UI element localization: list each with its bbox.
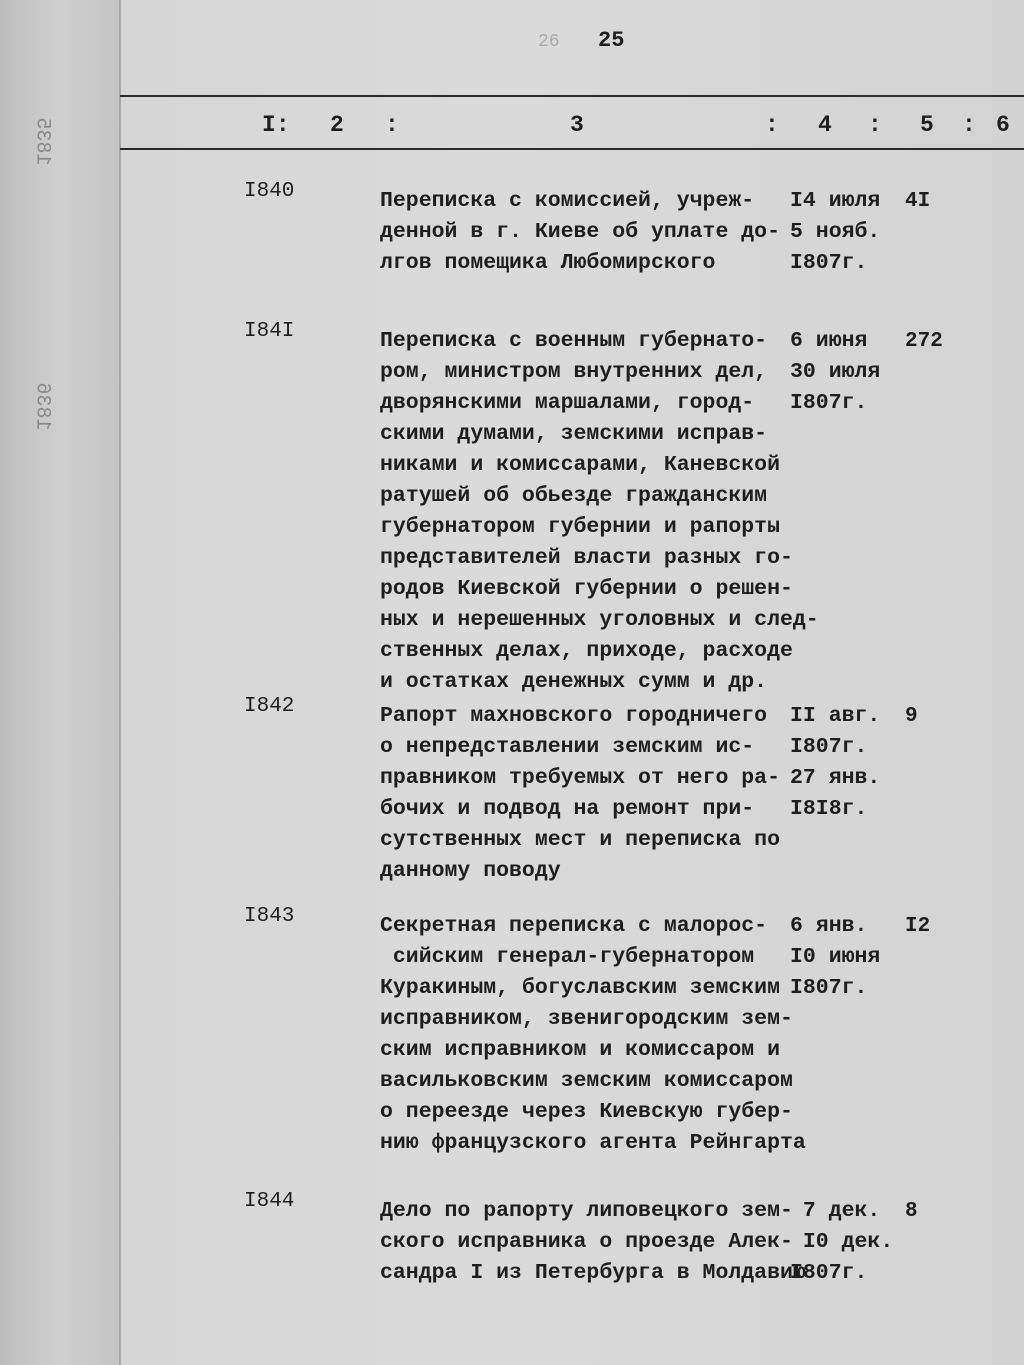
date-line: I0 июня <box>790 945 881 969</box>
date-line: I4 июля <box>790 189 881 213</box>
column-separator: : <box>962 112 976 138</box>
header-bottom-rule <box>120 148 1024 150</box>
record-number: I844 <box>244 1190 295 1213</box>
record-number: I840 <box>244 180 295 203</box>
date-line: I807г. <box>790 391 868 415</box>
record-description <box>380 326 819 698</box>
ghost-page-number: 26 <box>538 32 560 52</box>
description-line: Переписка с комиссией, учреж- <box>380 189 755 213</box>
header-top-rule <box>120 95 1024 97</box>
description-line: ных и нерешенных уголовных и след- <box>380 608 819 632</box>
description-line: ратушей об обьезде гражданским <box>380 484 768 508</box>
date-line: 7 дек. <box>790 1199 881 1223</box>
description-line: о переезде через Киевскую губер- <box>380 1100 793 1124</box>
description-line: лгов помещика Любомирского <box>380 251 716 275</box>
description-line: скими думами, земскими исправ- <box>380 422 768 446</box>
description-line: ским исправником и комиссаром и <box>380 1038 780 1062</box>
record-description <box>380 1196 806 1289</box>
record-dates <box>790 1196 893 1289</box>
column-header-1: I: <box>262 112 290 138</box>
description-line: васильковским земским комиссаром <box>380 1069 793 1093</box>
date-line: I807г. <box>790 1261 868 1285</box>
record-number: I843 <box>244 905 295 928</box>
description-line: дворянскими маршалами, город- <box>380 391 755 415</box>
description-line: ского исправника о проезде Алек- <box>380 1230 793 1254</box>
description-line: Куракиным, богуславским земским <box>380 976 780 1000</box>
description-line: о непредставлении земским ис- <box>380 735 755 759</box>
description-line: губернатором губернии и рапорты <box>380 515 780 539</box>
page-fold-edge <box>119 0 121 1365</box>
description-line: Дело по рапорту липовецкого зем- <box>380 1199 793 1223</box>
column-header-3: 3 <box>570 112 584 138</box>
description-line: правником требуемых от него ра- <box>380 766 780 790</box>
description-line: и остатках денежных сумм и др. <box>380 670 768 694</box>
record-dates <box>790 701 880 825</box>
date-line: 30 июля <box>790 360 881 384</box>
description-line: сийским генерал-губернатором <box>380 945 755 969</box>
description-line: бочих и подвод на ремонт при- <box>380 797 755 821</box>
description-line: Переписка с военным губернато- <box>380 329 768 353</box>
description-line: исправником, звенигородским зем- <box>380 1007 793 1031</box>
column-separator: : <box>385 112 399 138</box>
sheet-count: I2 <box>905 915 931 938</box>
date-line: 5 нояб. <box>790 220 881 244</box>
date-line: II авг. <box>790 704 881 728</box>
description-line: денной в г. Киеве об уплате до- <box>380 220 780 244</box>
date-line: I0 дек. <box>790 1230 894 1254</box>
description-line: Секретная переписка с малорос- <box>380 914 768 938</box>
column-separator: : <box>868 112 882 138</box>
sheet-count: 8 <box>905 1200 918 1223</box>
date-line: I807г. <box>790 251 868 275</box>
date-line: 6 июня <box>790 329 868 353</box>
record-description <box>380 701 780 887</box>
sheet-count: 4I <box>905 190 931 213</box>
description-line: Рапорт махновского городничего <box>380 704 768 728</box>
sheet-count: 9 <box>905 705 918 728</box>
record-dates <box>790 911 880 1004</box>
column-header-4: 4 <box>818 112 832 138</box>
description-line: родов Киевской губернии о решен- <box>380 577 793 601</box>
column-header-2: 2 <box>330 112 344 138</box>
date-line: 6 янв. <box>790 914 868 938</box>
date-line: I807г. <box>790 976 868 1000</box>
date-line: I8I8г. <box>790 797 868 821</box>
record-number: I84I <box>244 320 295 343</box>
record-dates <box>790 186 880 279</box>
left-page-number: 1836 <box>30 382 54 431</box>
record-dates <box>790 326 880 419</box>
column-separator: : <box>765 112 779 138</box>
description-line: никами и комиссарами, Каневской <box>380 453 780 477</box>
description-line: нию французского агента Рейнгарта <box>380 1131 806 1155</box>
column-header-6: 6 <box>996 112 1010 138</box>
page-number: 25 <box>598 28 625 53</box>
description-line: сандра I из Петербурга в Молдавию <box>380 1261 806 1285</box>
description-line: ром, министром внутренних дел, <box>380 360 768 384</box>
record-description <box>380 911 806 1159</box>
description-line: представителей власти разных го- <box>380 546 793 570</box>
description-line: ственных делах, приходе, расходе <box>380 639 793 663</box>
column-header-5: 5 <box>920 112 934 138</box>
description-line: данному поводу <box>380 859 561 883</box>
description-line: сутственных мест и переписка по <box>380 828 780 852</box>
date-line: I807г. <box>790 735 868 759</box>
record-description <box>380 186 780 279</box>
date-line: 27 янв. <box>790 766 881 790</box>
sheet-count: 272 <box>905 330 943 353</box>
record-number: I842 <box>244 695 295 718</box>
left-page-number: 1835 <box>30 117 54 166</box>
